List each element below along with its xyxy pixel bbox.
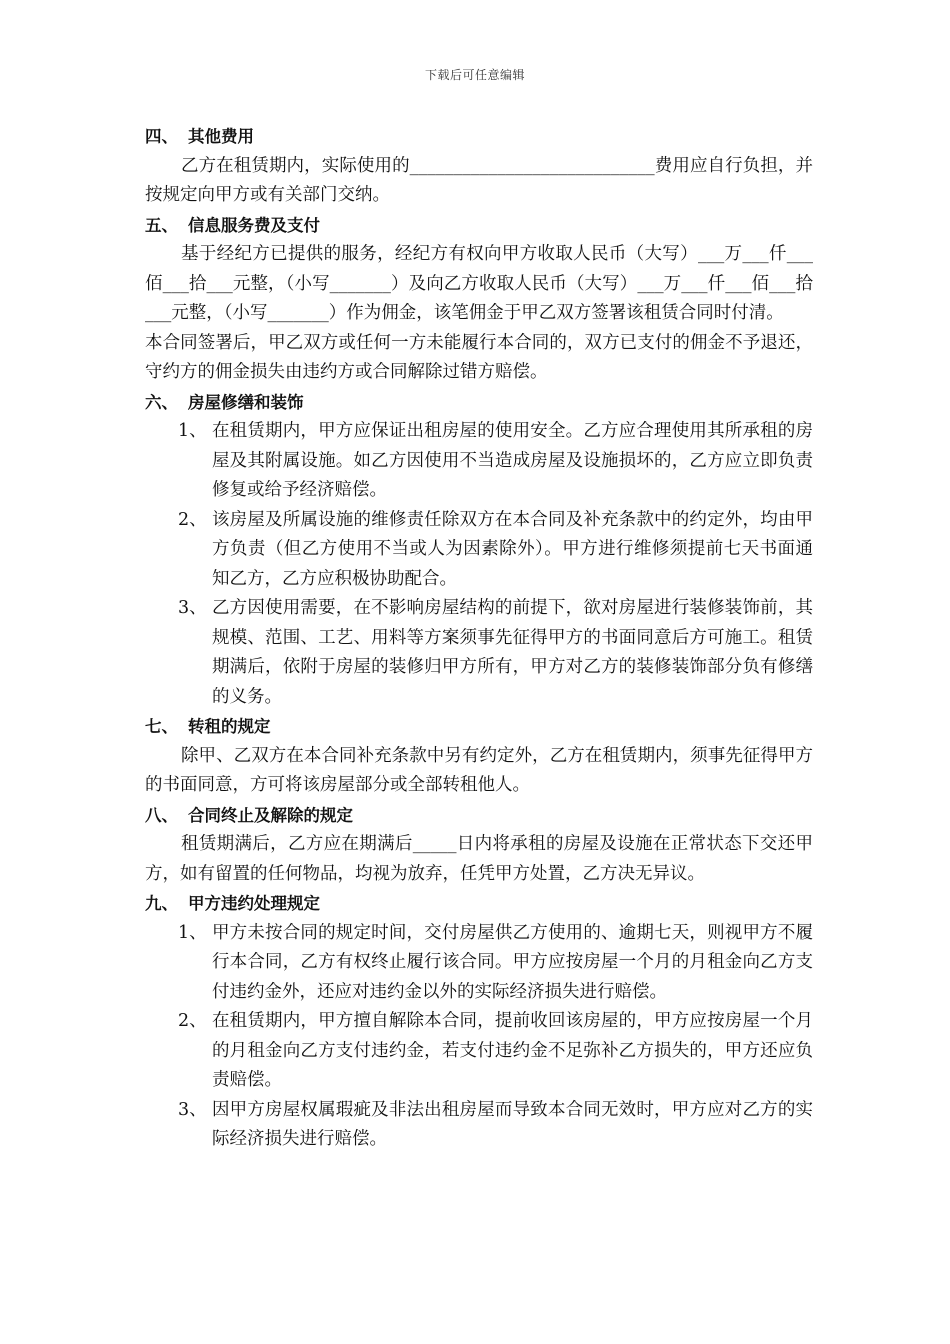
section-title: 信息服务费及支付 [188, 215, 320, 235]
section-heading [145, 122, 813, 152]
section-sublease [145, 712, 813, 801]
section-termination [145, 801, 813, 890]
item-number: 1、 [178, 922, 207, 943]
section-title: 房屋修缮和装饰 [188, 392, 304, 412]
section-title: 合同终止及解除的规定 [188, 805, 353, 825]
item-text: 甲方未按合同的规定时间，交付房屋供乙方使用的、逾期七天，则视甲方不履行本合同，乙方有权终止履行该合同。甲方应按房屋一个月的月租金向乙方支付违约金外，还应对违约金以外的实际经济损失进行赔偿。 [212, 922, 813, 1002]
page-header: 下载后可任意编辑 [424, 68, 525, 82]
list-item [178, 919, 813, 1008]
item-number: 2、 [178, 1011, 207, 1031]
section-heading [145, 712, 813, 742]
section-heading [145, 211, 813, 241]
section-number: 四、 [145, 127, 178, 146]
item-text: 因甲方房屋权属瑕疵及非法出租房屋而导致本合同无效时，甲方应对乙方的实际经济损失进行赔偿。 [212, 1099, 813, 1149]
item-text: 在租赁期内，甲方擅自解除本合同，提前收回该房屋的，甲方应按房屋一个月的月租金向乙方支付违约金，若支付违约金不足弥补乙方损失的，甲方还应负责赔偿。 [212, 1011, 813, 1090]
list-item [178, 1096, 813, 1155]
section-other-fees [145, 122, 813, 211]
section-title: 其他费用 [188, 127, 254, 146]
item-number: 1、 [178, 421, 207, 441]
section-number: 五、 [145, 215, 178, 235]
section-number: 九、 [145, 894, 178, 913]
list-item [178, 417, 813, 506]
list-item [178, 1007, 813, 1096]
section-number: 六、 [145, 392, 178, 412]
item-text: 在租赁期内，甲方应保证出租房屋的使用安全。乙方应合理使用其所承租的房屋及其附属设施。如乙方因使用不当造成房屋及设施损坏的，乙方应立即负责修复或给予经济赔偿。 [212, 421, 813, 500]
item-number: 3、 [178, 1099, 207, 1120]
list-item [178, 506, 813, 595]
section-heading [145, 801, 813, 831]
item-number: 3、 [178, 598, 207, 618]
item-number: 2、 [178, 509, 207, 530]
section-landlord-breach [145, 889, 813, 1155]
item-text: 该房屋及所属设施的维修责任除双方在本合同及补充条款中的约定外，均由甲方负责（但乙方使用不当或人为因素除外）。甲方进行维修须提前七天书面通知乙方，乙方应积极协助配合。 [212, 509, 813, 589]
section-heading [145, 889, 813, 919]
section-heading [145, 388, 813, 418]
list-item [178, 594, 813, 712]
section-note: 本合同签署后，甲乙双方或任何一方未能履行本合同的，双方已支付的佣金不予退还，守约方的佣金损失由违约方或合同解除过错方赔偿。 [145, 332, 813, 382]
section-paragraph: 除甲、乙双方在本合同补充条款中另有约定外，乙方在租赁期内，须事先征得甲方的书面同意，方可将该房屋部分或全部转租他人。 [145, 745, 813, 795]
section-number: 八、 [145, 805, 178, 825]
section-title: 转租的规定 [188, 717, 271, 736]
section-paragraph: 租赁期满后，乙方应在期满后_____日内将承租的房屋及设施在正常状态下交还甲方，如有留置的任何物品，均视为放弃，任凭甲方处置，乙方决无异议。 [145, 834, 813, 884]
contract-body [145, 122, 813, 1155]
section-paragraph: 乙方在租赁期内，实际使用的____________________________费用应自行负担，并按规定向甲方或有关部门交纳。 [145, 155, 813, 205]
item-text: 乙方因使用需要，在不影响房屋结构的前提下，欲对房屋进行装修装饰前，其规模、范围、工艺、用料等方案须事先征得甲方的书面同意后方可施工。租赁期满后，依附于房屋的装修归甲方所有，甲方对乙方的装修装饰部分负有修缮的义务。 [212, 598, 813, 707]
section-title: 甲方违约处理规定 [188, 894, 320, 913]
section-repairs [145, 388, 813, 713]
section-number: 七、 [145, 717, 178, 736]
section-paragraph: 基于经纪方已提供的服务，经纪方有权向甲方收取人民币（大写）___万___仟___佰___拾___元整，（小写_______）及向乙方收取人民币（大写）___万___仟___佰___拾___元整，（小写_______）作为佣金，该笔佣金于甲乙双方签署该租赁合同时付清。 [145, 244, 813, 323]
section-service-fee [145, 211, 813, 388]
